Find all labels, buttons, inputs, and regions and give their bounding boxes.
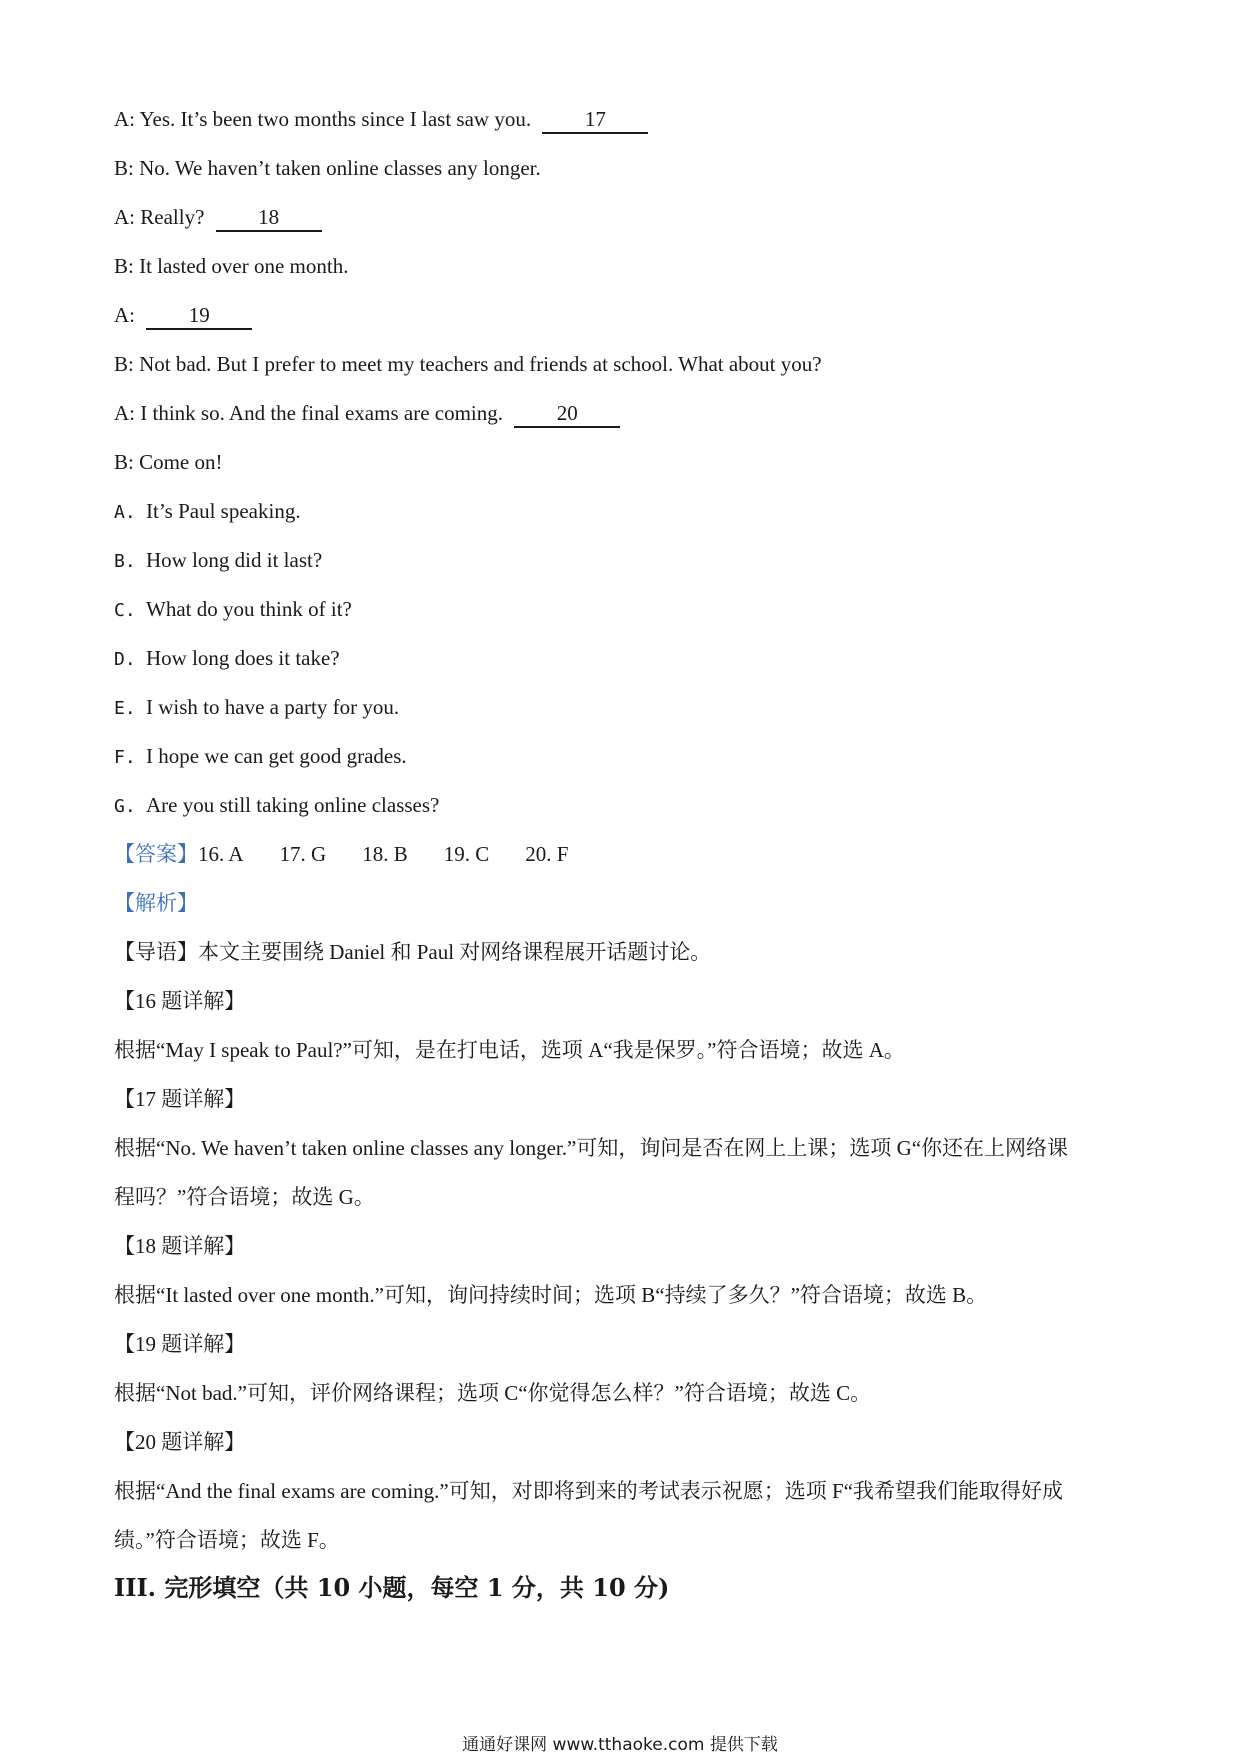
- option-text: What do you think of it?: [146, 597, 352, 621]
- option-text: It’s Paul speaking.: [146, 499, 301, 523]
- dialogue-text: No. We haven’t taken online classes any longer.: [139, 156, 541, 180]
- answer-blank: 19: [146, 302, 252, 330]
- detail-text: 根据“No. We haven’t taken online classes any longer.”可知，询问是否在网上上课；选项 G“你还在上网络课: [114, 1136, 1069, 1160]
- dialogue-text: Not bad. But I prefer to meet my teachers and friends at school. What about you?: [139, 352, 822, 376]
- speaker: A:: [114, 205, 135, 229]
- dialogue-line: [114, 153, 541, 183]
- dialogue-text: Yes. It’s been two months since I last saw you.: [139, 107, 532, 131]
- option-text: I wish to have a party for you.: [146, 695, 400, 719]
- option-item: [114, 741, 407, 773]
- answer-line: [114, 839, 604, 869]
- speaker: A:: [114, 303, 135, 327]
- option-letter: G.: [114, 796, 136, 817]
- dialogue-text: Come on!: [139, 450, 223, 474]
- dialogue-text: Really?: [140, 205, 205, 229]
- detail-text: 根据“May I speak to Paul?”可知，是在打电话，选项 A“我是保罗。”符合语境；故选 A。: [114, 1038, 905, 1062]
- speaker: A:: [114, 401, 135, 425]
- option-letter: D.: [114, 649, 136, 670]
- dialogue-line: [114, 447, 223, 477]
- option-item: [114, 643, 340, 675]
- dialogue-line: [114, 251, 348, 281]
- option-letter: B.: [114, 551, 136, 572]
- analysis-intro: 【导语】本文主要围绕 Daniel 和 Paul 对网络课程展开话题讨论。: [114, 940, 712, 964]
- speaker: B:: [114, 450, 134, 474]
- analysis-tag: 【解析】: [114, 891, 198, 915]
- detail-text: 根据“And the final exams are coming.”可知，对即将到来的考试表示祝愿；选项 F“我希望我们能取得好成: [114, 1479, 1063, 1503]
- dialogue-line: [114, 104, 648, 134]
- option-letter: C.: [114, 600, 136, 621]
- answer-item: 18. B: [362, 842, 408, 866]
- option-item: [114, 496, 301, 528]
- dialogue-line: [114, 202, 322, 232]
- dialogue-line: [114, 398, 620, 428]
- option-text: How long does it take?: [146, 646, 340, 670]
- page-footer: 通通好课网 www.tthaoke.com 提供下载: [462, 1735, 778, 1755]
- answer-blank: 20: [514, 400, 620, 428]
- answer-item: 16. A: [198, 842, 244, 866]
- option-item: [114, 545, 322, 577]
- detail-title: 【17 题详解】: [114, 1087, 246, 1111]
- answer-tag: 【答案】: [114, 842, 198, 866]
- section-heading: III. 完形填空（共 10 小题，每空 1 分，共 10 分): [114, 1573, 670, 1602]
- option-letter: F.: [114, 747, 136, 768]
- detail-title: 【20 题详解】: [114, 1430, 246, 1454]
- option-text: How long did it last?: [146, 548, 323, 572]
- speaker: B:: [114, 156, 134, 180]
- detail-text: 程吗？”符合语境；故选 G。: [114, 1185, 375, 1209]
- detail-text: 根据“Not bad.”可知，评价网络课程；选项 C“你觉得怎么样？”符合语境；故选 C。: [114, 1381, 872, 1405]
- detail-text: 根据“It lasted over one month.”可知，询问持续时间；选项 B“持续了多久？”符合语境；故选 B。: [114, 1283, 988, 1307]
- option-item: [114, 790, 439, 822]
- answer-blank: 17: [542, 106, 648, 134]
- answer-item: 19. C: [443, 842, 490, 866]
- detail-text: 绩。”符合语境；故选 F。: [114, 1528, 340, 1552]
- detail-title: 【19 题详解】: [114, 1332, 246, 1356]
- answer-blank: 18: [216, 204, 322, 232]
- option-item: [114, 692, 399, 724]
- speaker: A:: [114, 107, 135, 131]
- option-text: I hope we can get good grades.: [146, 744, 407, 768]
- answer-item: 20. F: [525, 842, 569, 866]
- option-letter: E.: [114, 698, 136, 719]
- dialogue-line: [114, 349, 822, 379]
- option-item: [114, 594, 352, 626]
- dialogue-text: I think so. And the final exams are coming.: [140, 401, 504, 425]
- detail-title: 【18 题详解】: [114, 1234, 246, 1258]
- speaker: B:: [114, 254, 134, 278]
- speaker: B:: [114, 352, 134, 376]
- answer-item: 17. G: [279, 842, 327, 866]
- dialogue-line: [114, 300, 252, 330]
- dialogue-text: It lasted over one month.: [139, 254, 349, 278]
- option-letter: A.: [114, 502, 136, 523]
- detail-title: 【16 题详解】: [114, 989, 246, 1013]
- option-text: Are you still taking online classes?: [146, 793, 440, 817]
